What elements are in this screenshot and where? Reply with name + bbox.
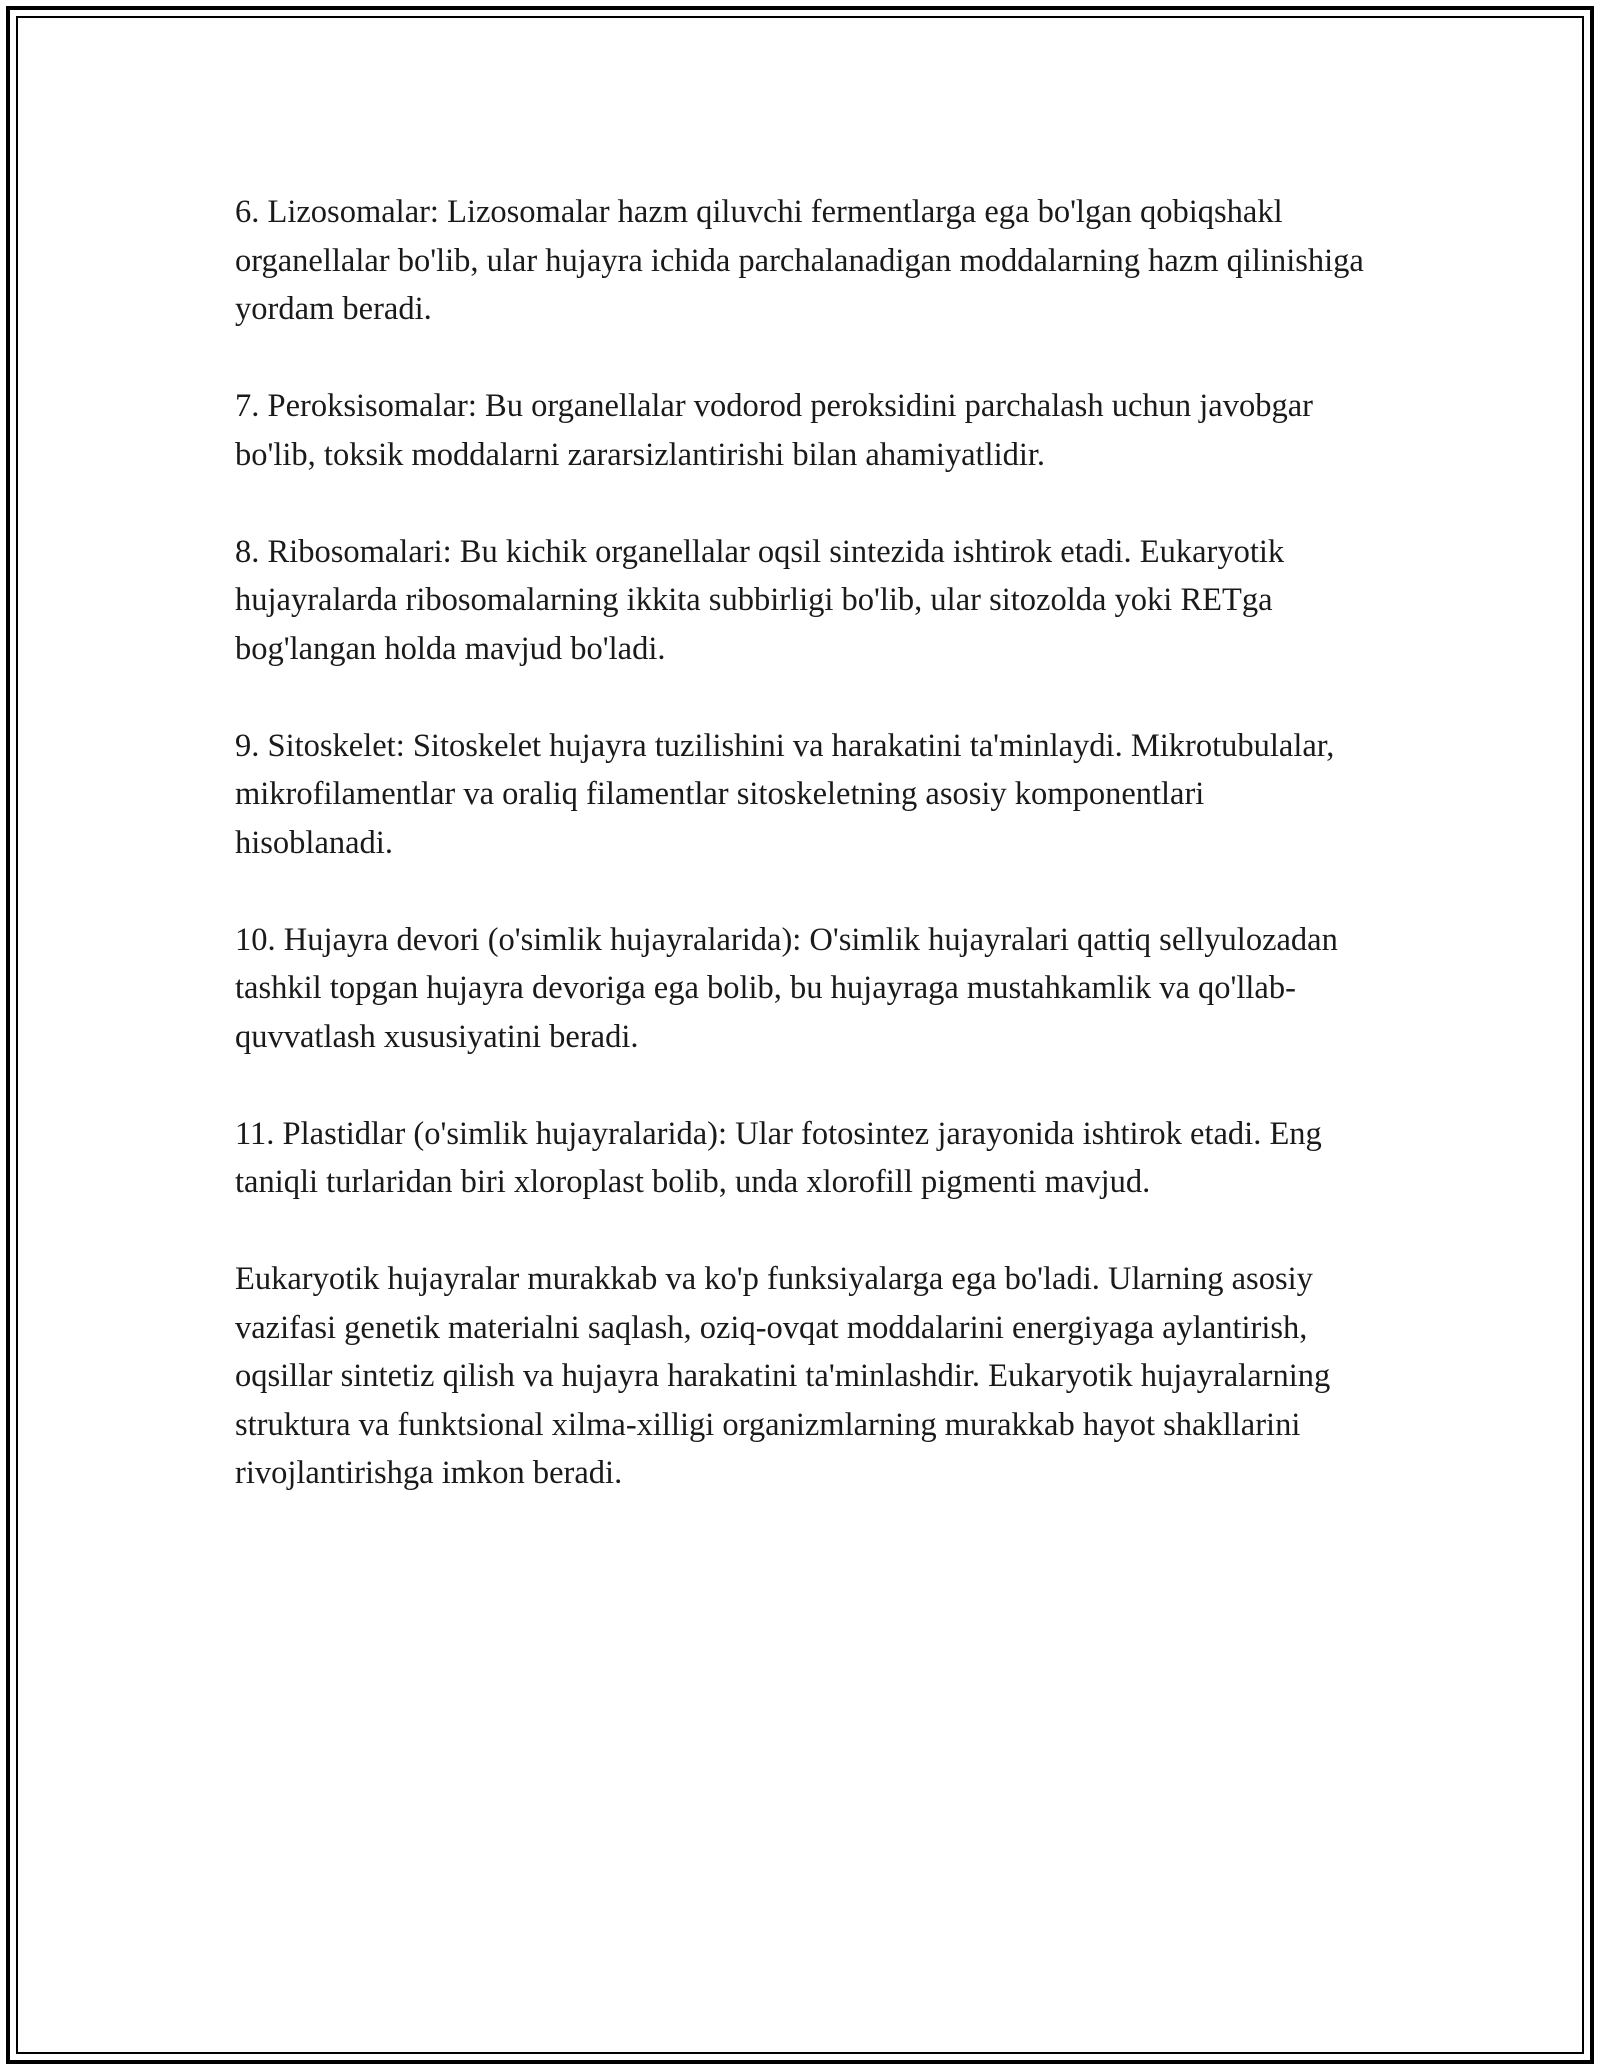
paragraph-plastidlar: 11. Plastidlar (o'simlik hujayralarida): Ular fotosintez jarayonida ishtirok etadi. Eng taniqli turlaridan biri xloroplast bolib, unda xlorofill pigmenti mavjud.: [235, 1115, 1322, 1200]
paragraph-sitoskelet: 9. Sitoskelet: Sitoskelet hujayra tuzilishini va harakatini ta'minlaydi. Mikrotubulalar, mikrofilamentlar va oraliq filamentlar sitoskeletning asosiy komponentlari hisoblanadi.: [235, 727, 1335, 861]
paragraph-lizosomalar: 6. Lizosomalar: Lizosomalar hazm qiluvchi fermentlarga ega bo'lgan qobiqshakl organellalar bo'lib, ular hujayra ichida parchalanadigan moddalarning hazm qilinishiga yordam beradi.: [235, 194, 1364, 327]
paragraph-ribosomalari: 8. Ribosomalari: Bu kichik organellalar oqsil sintezida ishtirok etadi. Eukaryotik hujayralarda ribosomalarning ikkita subbirligi bo'lib, ular sitozolda yoki RETga bog'langan holda mavjud bo'ladi.: [235, 533, 1285, 667]
document-body: [235, 188, 1365, 1498]
paragraph-peroksisomalar: 7. Peroksisomalar: Bu organellalar vodorod peroksidini parchalash uchun javobgar bo'lib, toksik moddalarni zararsizlantirishi bilan ahamiyatlidir.: [235, 388, 1313, 473]
paragraph-conclusion: Eukaryotik hujayralar murakkab va ko'p funksiyalarga ega bo'ladi. Ularning asosiy vazifasi genetik materialni saqlash, oziq-ovqat moddalarini energiyaga aylantirish, oqsillar sintetiz qilish va hujayra harakatini ta'minlashdir. Eukaryotik hujayralarning struktura va funktsional xilma-xilligi organizmlarning murakkab hayot shakllarini rivojlantirishga imkon beradi.: [235, 1261, 1331, 1491]
paragraph-hujayra-devori: 10. Hujayra devori (o'simlik hujayralarida): O'simlik hujayralari qattiq sellyulozadan tashkil topgan hujayra devoriga ega bolib, bu hujayraga mustahkamlik va qo'llab-quvvatlash xususiyatini beradi.: [235, 921, 1338, 1055]
